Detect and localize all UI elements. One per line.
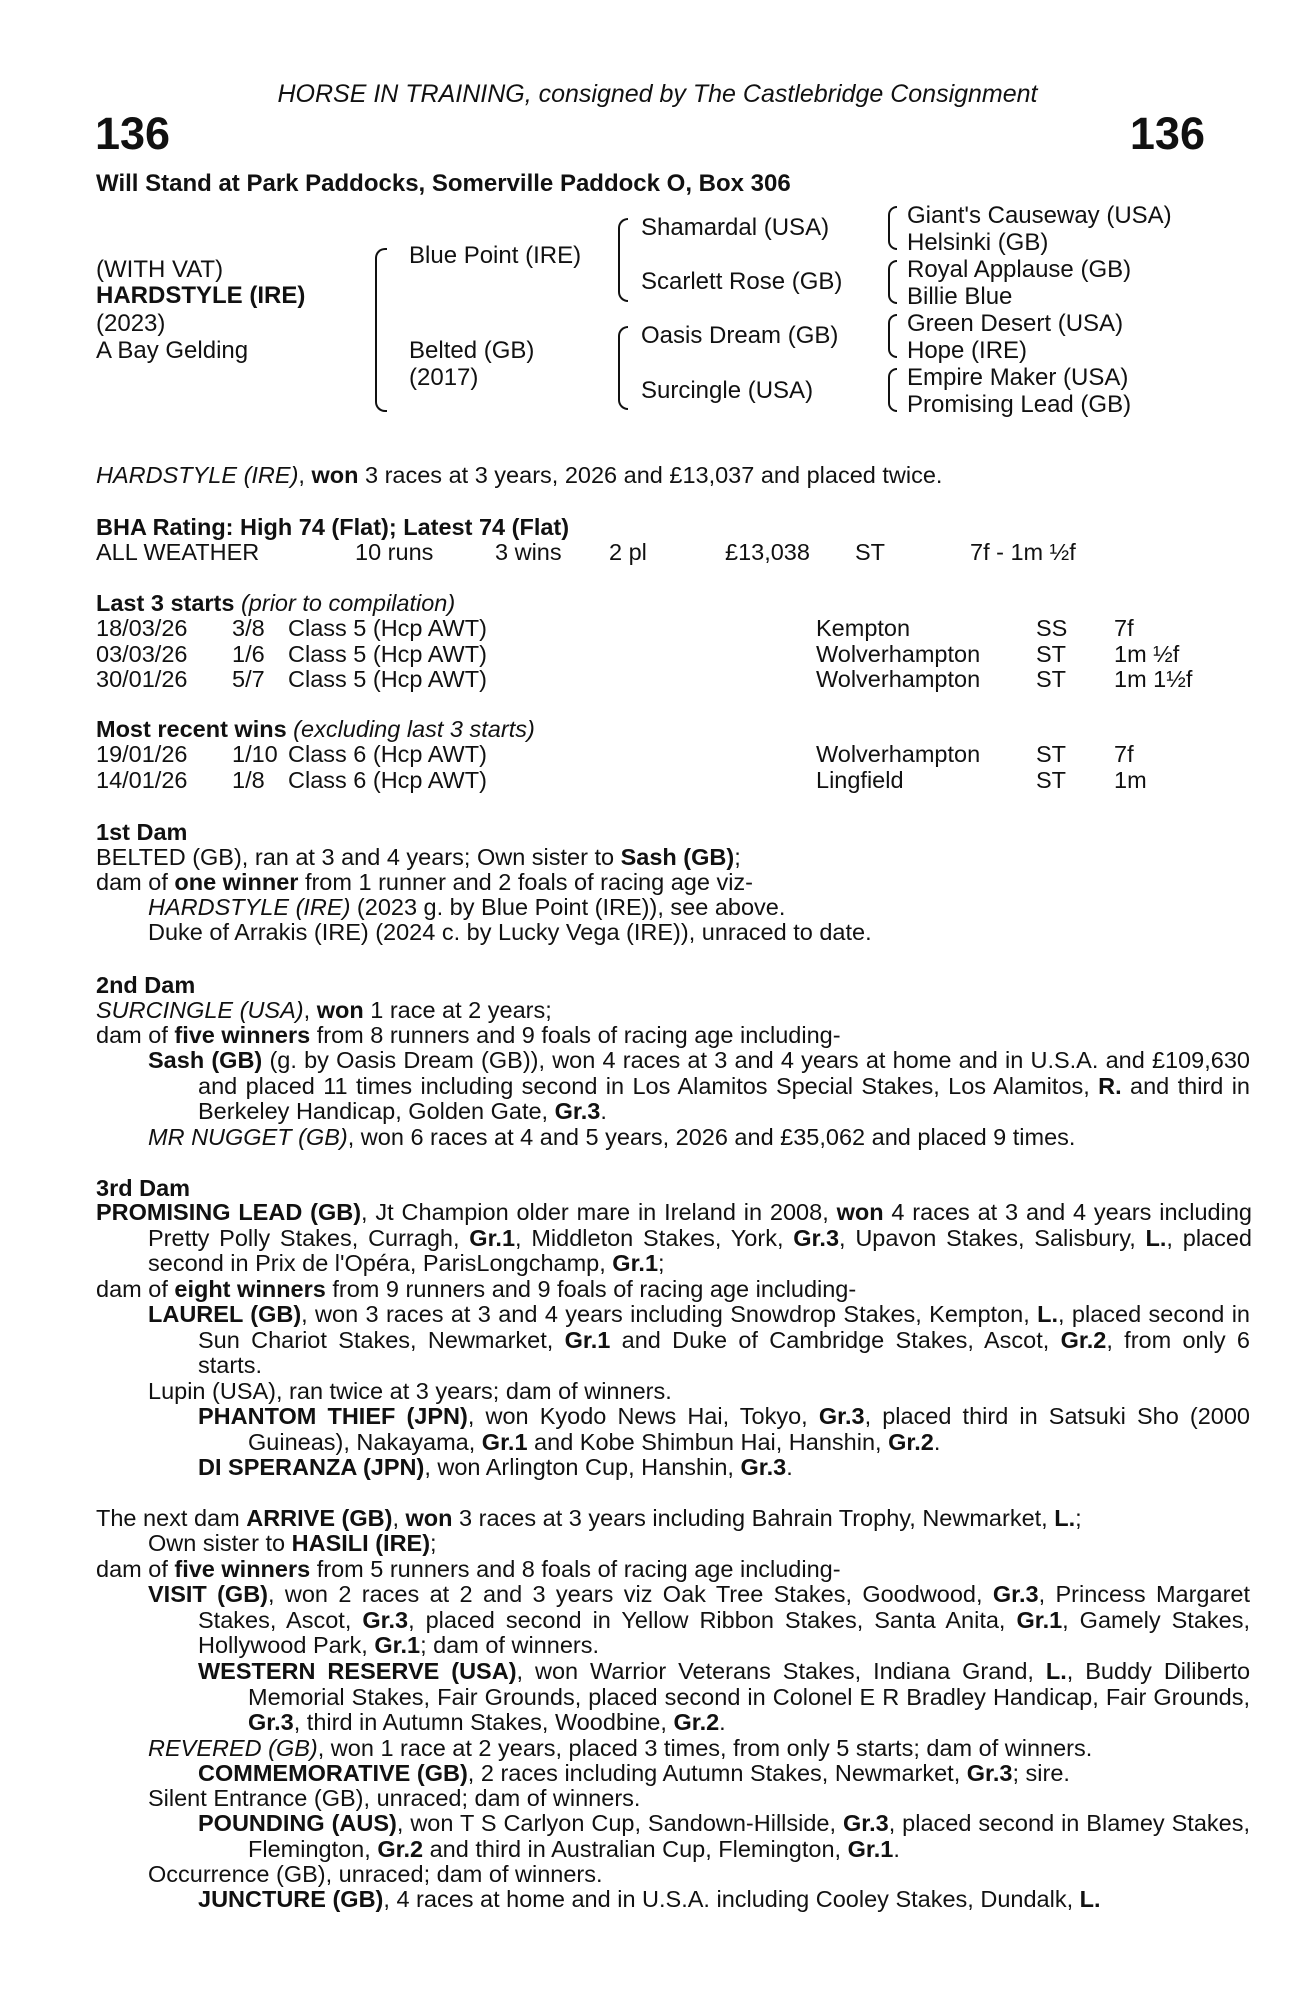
race-class: Class 5 (Hcp AWT)	[288, 666, 487, 692]
sash-name: Sash (GB)	[148, 1047, 263, 1073]
pt-g1: Gr.1	[481, 1428, 528, 1455]
pound-t4: .	[893, 1835, 900, 1862]
dam2-nugget	[148, 1125, 1075, 1151]
visit-t5: ; dam of winners.	[420, 1632, 599, 1658]
race-class: Class 5 (Hcp AWT)	[288, 640, 487, 667]
dam3-phantom-thief	[198, 1404, 1250, 1455]
lot-number-left: 136	[95, 108, 171, 159]
race-distance: 1m	[1114, 766, 1147, 793]
race-distance: 1m 1½f	[1114, 666, 1193, 692]
wr-t4: .	[719, 1709, 726, 1735]
horse-year: (2023)	[96, 310, 166, 337]
ggp-6: Hope (IRE)	[907, 337, 1028, 364]
pedigree-brace-3	[618, 326, 628, 410]
nd-arrive: ARRIVE (GB)	[246, 1505, 393, 1531]
pt-t2: , placed third in Satsuki Sho (2000 Guineas), Nakayama,	[248, 1403, 1250, 1455]
nextdam-revered	[148, 1736, 1092, 1762]
pound-t2: , placed second in Blamey Stakes, Flemington,	[248, 1810, 1250, 1862]
comm-name: COMMEMORATIVE (GB)	[198, 1760, 468, 1786]
pl-g1: Gr.1	[469, 1224, 516, 1251]
dam2-name: SURCINGLE (USA)	[96, 997, 304, 1023]
pedigree-brace-2	[618, 218, 628, 302]
dam2-won: won	[316, 997, 364, 1023]
race-going: ST	[1036, 741, 1067, 767]
consignment-line: HORSE IN TRAINING, consigned by The Castlebridge Consignment	[277, 80, 1038, 108]
dam2-sash-entry	[148, 1048, 1250, 1125]
nd-t5: ;	[430, 1530, 437, 1556]
comm-t2: ; sire.	[1012, 1760, 1070, 1786]
wr-t3: , third in Autumn Stakes, Woodbine,	[293, 1709, 674, 1735]
nextdam-commemorative	[198, 1761, 1070, 1787]
ds-t1: , won Arlington Cup, Hanshin,	[424, 1454, 741, 1480]
horse-name: HARDSTYLE (IRE)	[96, 282, 306, 309]
race-going: SS	[1036, 615, 1068, 641]
nd-dam-c: from 5 runners and 8 foals of racing age including-	[310, 1556, 841, 1582]
pound-g2: Gr.2	[377, 1835, 424, 1862]
dam1-l1c: ;	[734, 844, 741, 870]
dam1-winners: one winner	[174, 869, 299, 895]
race-course: Wolverhampton	[816, 741, 981, 767]
pl-won: won	[836, 1199, 884, 1225]
laurel-t3: and Duke of Cambridge Stakes, Ascot,	[610, 1326, 1061, 1353]
dam-dam: Surcingle (USA)	[641, 377, 814, 404]
surface-wins: 3 wins	[495, 539, 562, 565]
race-date: 19/01/26	[96, 741, 188, 767]
last3-note: (prior to compilation)	[234, 590, 456, 616]
ggp-1: Giant's Causeway (USA)	[907, 202, 1172, 229]
pl-g1b: Gr.1	[612, 1250, 659, 1276]
nextdam-silent-entrance: Silent Entrance (GB), unraced; dam of winners.	[148, 1785, 641, 1811]
dam3-dam-c: from 9 runners and 9 foals of racing age including-	[325, 1276, 857, 1302]
wr-g2: Gr.2	[673, 1709, 720, 1735]
dam2-l2c: from 8 runners and 9 foals of racing age including-	[310, 1022, 841, 1048]
ggp-8: Promising Lead (GB)	[907, 391, 1132, 418]
pound-t3: and third in Australian Cup, Flemington,	[423, 1835, 848, 1862]
pt-name: PHANTOM THIEF (JPN)	[198, 1403, 468, 1429]
race-position: 1/10	[232, 741, 278, 767]
comm-t1: , 2 races including Autumn Stakes, Newmarket,	[467, 1760, 967, 1786]
visit-t4: , Gamely Stakes, Hollywood Park,	[198, 1606, 1250, 1658]
dam1-line2	[96, 870, 753, 896]
pound-t1: , won T S Carlyon Cup, Sandown-Hillside,	[396, 1810, 843, 1836]
junc-l: L.	[1079, 1886, 1101, 1912]
visit-name: VISIT (GB)	[148, 1581, 269, 1607]
laurel-t4: , from only 6 starts.	[198, 1326, 1250, 1378]
race-class: Class 5 (Hcp AWT)	[288, 615, 487, 641]
dam1-l1a: BELTED (GB), ran at 3 and 4 years; Own sister to	[96, 844, 621, 870]
laurel-name: LAUREL (GB)	[148, 1301, 302, 1327]
nextdam-occurrence: Occurrence (GB), unraced; dam of winners.	[148, 1861, 603, 1887]
dam-sire: Oasis Dream (GB)	[641, 322, 839, 349]
visit-g3: Gr.3	[992, 1581, 1039, 1607]
surface-record-row	[0, 540, 1315, 566]
race-position: 1/8	[232, 766, 265, 793]
ggp-2: Helsinki (GB)	[907, 229, 1049, 256]
ggp-4: Billie Blue	[907, 283, 1013, 310]
nd-dam-a: dam of	[96, 1556, 175, 1582]
nd-winners: five winners	[174, 1556, 311, 1582]
nextdam-line2	[148, 1531, 437, 1557]
pt-t1: , won Kyodo News Hai, Tokyo,	[467, 1403, 819, 1429]
visit-t2: , Princess Margaret Stakes, Ascot,	[198, 1581, 1250, 1633]
race-position: 1/6	[232, 640, 265, 667]
race-date: 14/01/26	[96, 766, 188, 793]
sash-grade: Gr.3	[554, 1098, 601, 1124]
race-going: ST	[1036, 766, 1067, 793]
pl-l: L.	[1145, 1224, 1167, 1251]
dam3-heading: 3rd Dam	[96, 1175, 191, 1201]
dam3-lupin: Lupin (USA), ran twice at 3 years; dam of winners.	[148, 1378, 672, 1404]
form-row	[0, 667, 1315, 693]
ggp-7: Empire Maker (USA)	[907, 364, 1129, 391]
nextdam-visit	[148, 1582, 1250, 1659]
race-distance: 7f	[1114, 615, 1134, 641]
surface-going: ST	[855, 539, 886, 565]
surface-runs: 10 runs	[355, 539, 434, 565]
summary-won: won	[311, 462, 359, 488]
dam3-di-speranza	[198, 1455, 793, 1481]
form-row	[0, 768, 1315, 794]
nd-comma: ,	[392, 1505, 406, 1531]
laurel-t1: , won 3 races at 3 and 4 years including Snowdrop Stakes, Kempton,	[301, 1301, 1038, 1327]
race-course: Wolverhampton	[816, 640, 981, 667]
pedigree-brace-7	[888, 368, 897, 412]
dam1-line3	[148, 895, 785, 921]
pl-t6: ;	[658, 1250, 665, 1276]
race-course: Lingfield	[816, 766, 904, 793]
visit-g1: Gr.1	[1016, 1606, 1063, 1633]
pt-g2: Gr.2	[888, 1428, 934, 1455]
nugget-name: MR NUGGET (GB)	[148, 1124, 348, 1150]
nextdam-line1	[96, 1506, 1082, 1532]
race-date: 30/01/26	[96, 666, 188, 692]
ggp-5: Green Desert (USA)	[907, 310, 1124, 337]
pl-name: PROMISING LEAD (GB)	[96, 1199, 362, 1225]
dam3-promising-lead	[96, 1200, 1252, 1277]
nd-l: L.	[1054, 1505, 1076, 1531]
dam3-laurel	[148, 1302, 1250, 1379]
pl-g3: Gr.3	[793, 1224, 840, 1251]
sire-dam: Scarlett Rose (GB)	[641, 268, 843, 295]
dam1-line1	[96, 845, 741, 871]
dam1-heading: 1st Dam	[96, 819, 188, 845]
dam2-line2	[96, 1023, 841, 1049]
form-row	[0, 642, 1315, 668]
dam2-l1d: 1 race at 2 years;	[363, 997, 552, 1023]
last3-title: Last 3 starts	[96, 590, 235, 616]
race-position: 3/8	[232, 615, 265, 641]
pound-g3: Gr.3	[842, 1810, 889, 1836]
sire-sire: Shamardal (USA)	[641, 214, 830, 241]
nextdam-western-reserve	[198, 1659, 1250, 1736]
race-class: Class 6 (Hcp AWT)	[288, 766, 487, 793]
surface-earnings: £13,038	[725, 539, 810, 565]
dam2-l2a: dam of	[96, 1022, 175, 1048]
revered-text: , won 1 race at 2 years, placed 3 times, from only 5 starts; dam of winners.	[317, 1735, 1093, 1761]
race-position: 5/7	[232, 666, 265, 692]
dam-year: (2017)	[409, 364, 479, 391]
sash-t1: (g. by Oasis Dream (GB)), won 4 races at 3 and 4 years at home and in U.S.A. and £109,630 and placed 11 times including second in Los Alamitos Special Stakes, Los Alamitos,	[198, 1047, 1250, 1099]
laurel-g1: Gr.1	[564, 1326, 611, 1353]
dam3-dam-of	[96, 1277, 856, 1303]
junc-t1: , 4 races at home and in U.S.A. including Cooley Stakes, Dundalk,	[383, 1886, 1080, 1912]
pl-t3: , Middleton Stakes, York,	[515, 1224, 794, 1251]
dam2-line1	[96, 998, 552, 1024]
surface-distance: 7f - 1m ½f	[970, 539, 1076, 565]
nextdam-dam-of	[96, 1557, 841, 1583]
pedigree-brace-4	[888, 206, 897, 250]
race-course: Wolverhampton	[816, 666, 981, 692]
wr-g3: Gr.3	[248, 1709, 294, 1735]
lot-number-right: 136	[1129, 108, 1205, 159]
dam1-sister: Sash (GB)	[620, 844, 735, 870]
summary-horse-name: HARDSTYLE (IRE)	[96, 462, 299, 488]
recent-note: (excluding last 3 starts)	[286, 716, 535, 742]
pound-name: POUNDING (AUS)	[198, 1810, 397, 1836]
dam3-dam-a: dam of	[96, 1276, 175, 1302]
pl-t2: 4 races at 3 and 4 years including Pretty Polly Stakes, Curragh,	[148, 1199, 1252, 1251]
dam2-heading: 2nd Dam	[96, 972, 196, 998]
race-summary: HARDSTYLE (IRE), won 3 races at 3 years, 2026 and £13,037 and placed twice.	[96, 462, 943, 488]
sash-t3: .	[600, 1098, 607, 1124]
surface-placed: 2 pl	[609, 539, 647, 565]
pt-t4: .	[933, 1428, 941, 1455]
dam1-l2a: dam of	[96, 869, 175, 895]
pl-t4: , Upavon Stakes, Salisbury,	[839, 1224, 1146, 1251]
dam2-l1b: ,	[303, 997, 317, 1023]
race-distance: 7f	[1114, 741, 1134, 767]
race-class: Class 6 (Hcp AWT)	[288, 741, 487, 767]
comm-g3: Gr.3	[966, 1760, 1013, 1786]
visit-g3b: Gr.3	[362, 1606, 409, 1633]
pt-t3: and Kobe Shimbun Hai, Hanshin,	[527, 1428, 889, 1455]
dam1-hardstyle: HARDSTYLE (IRE)	[148, 894, 351, 920]
pl-t5: , placed second in Prix de l'Opéra, ParisLongchamp,	[148, 1224, 1252, 1276]
visit-g1b: Gr.1	[374, 1632, 421, 1658]
nd-t2: 3 races at 3 years including Bahrain Trophy, Newmarket,	[452, 1505, 1055, 1531]
race-distance: 1m ½f	[1114, 640, 1180, 667]
recent-heading	[96, 717, 535, 743]
visit-t1: , won 2 races at 2 and 3 years viz Oak Tree Stakes, Goodwood,	[268, 1581, 993, 1607]
pedigree-brace-5	[888, 260, 897, 304]
junc-name: JUNCTURE (GB)	[198, 1886, 384, 1912]
pedigree-brace-6	[888, 314, 897, 358]
dam1-line4: Duke of Arrakis (IRE) (2024 c. by Lucky Vega (IRE)), unraced to date.	[148, 919, 872, 945]
nd-t4: Own sister to	[148, 1530, 292, 1556]
ggp-3: Royal Applause (GB)	[907, 256, 1132, 283]
form-row	[0, 616, 1315, 642]
dam2-winners: five winners	[174, 1022, 311, 1048]
last3-heading	[96, 591, 455, 617]
sash-t2: and third in Berkeley Handicap, Golden Gate,	[198, 1072, 1250, 1124]
visit-t3: , placed second in Yellow Ribbon Stakes, Santa Anita,	[408, 1606, 1017, 1633]
dam3-winners: eight winners	[174, 1276, 326, 1302]
ds-t2: .	[786, 1454, 793, 1480]
sire: Blue Point (IRE)	[409, 242, 582, 269]
wr-t1: , won Warrior Veterans Stakes, Indiana Grand,	[516, 1658, 1046, 1684]
race-date: 18/03/26	[96, 615, 188, 641]
laurel-g2: Gr.2	[1060, 1326, 1107, 1353]
bha-rating: BHA Rating: High 74 (Flat); Latest 74 (Flat)	[96, 514, 570, 540]
pound-g1: Gr.1	[847, 1835, 894, 1862]
race-date: 03/03/26	[96, 640, 188, 667]
ds-g3: Gr.3	[740, 1454, 787, 1480]
nugget-text: , won 6 races at 4 and 5 years, 2026 and £35,062 and placed 9 times.	[347, 1124, 1076, 1150]
nd-t1: The next dam	[96, 1505, 247, 1531]
dam1-l2c: from 1 runner and 2 foals of racing age viz-	[298, 869, 753, 895]
pl-t1: , Jt Champion older mare in Ireland in 2008,	[361, 1199, 837, 1225]
laurel-t2: , placed second in Sun Chariot Stakes, Newmarket,	[198, 1301, 1250, 1353]
recent-title: Most recent wins	[96, 716, 287, 742]
pedigree-brace-1	[375, 248, 387, 412]
nextdam-juncture	[198, 1887, 1101, 1913]
form-row	[0, 742, 1315, 768]
race-going: ST	[1036, 640, 1067, 667]
vat-status: (WITH VAT)	[96, 256, 224, 283]
race-going: ST	[1036, 666, 1067, 692]
nd-t3: ;	[1075, 1505, 1082, 1531]
horse-description: A Bay Gelding	[96, 337, 249, 364]
ds-name: DI SPERANZA (JPN)	[198, 1454, 425, 1480]
dam1-l3b: (2023 g. by Blue Point (IRE)), see above.	[350, 894, 786, 920]
summary-text: 3 races at 3 years, 2026 and £13,037 and placed twice.	[358, 462, 943, 488]
race-course: Kempton	[816, 615, 911, 641]
nd-hasili: HASILI (IRE)	[291, 1530, 431, 1556]
wr-t2: , Buddy Diliberto Memorial Stakes, Fair Grounds, placed second in Colonel E R Bradley Handicap, Fair Grounds,	[248, 1658, 1251, 1710]
wr-name: WESTERN RESERVE (USA)	[198, 1658, 517, 1684]
nextdam-pounding	[198, 1811, 1250, 1862]
nd-won: won	[405, 1505, 453, 1531]
dam: Belted (GB)	[409, 337, 535, 364]
wr-l: L.	[1045, 1658, 1067, 1684]
stabling-location: Will Stand at Park Paddocks, Somerville Paddock O, Box 306	[96, 170, 791, 197]
laurel-l: L.	[1037, 1301, 1059, 1327]
surface-label: ALL WEATHER	[96, 539, 260, 565]
pt-g3: Gr.3	[818, 1403, 865, 1429]
sash-r: R.	[1098, 1072, 1122, 1099]
revered-name: REVERED (GB)	[148, 1735, 318, 1761]
